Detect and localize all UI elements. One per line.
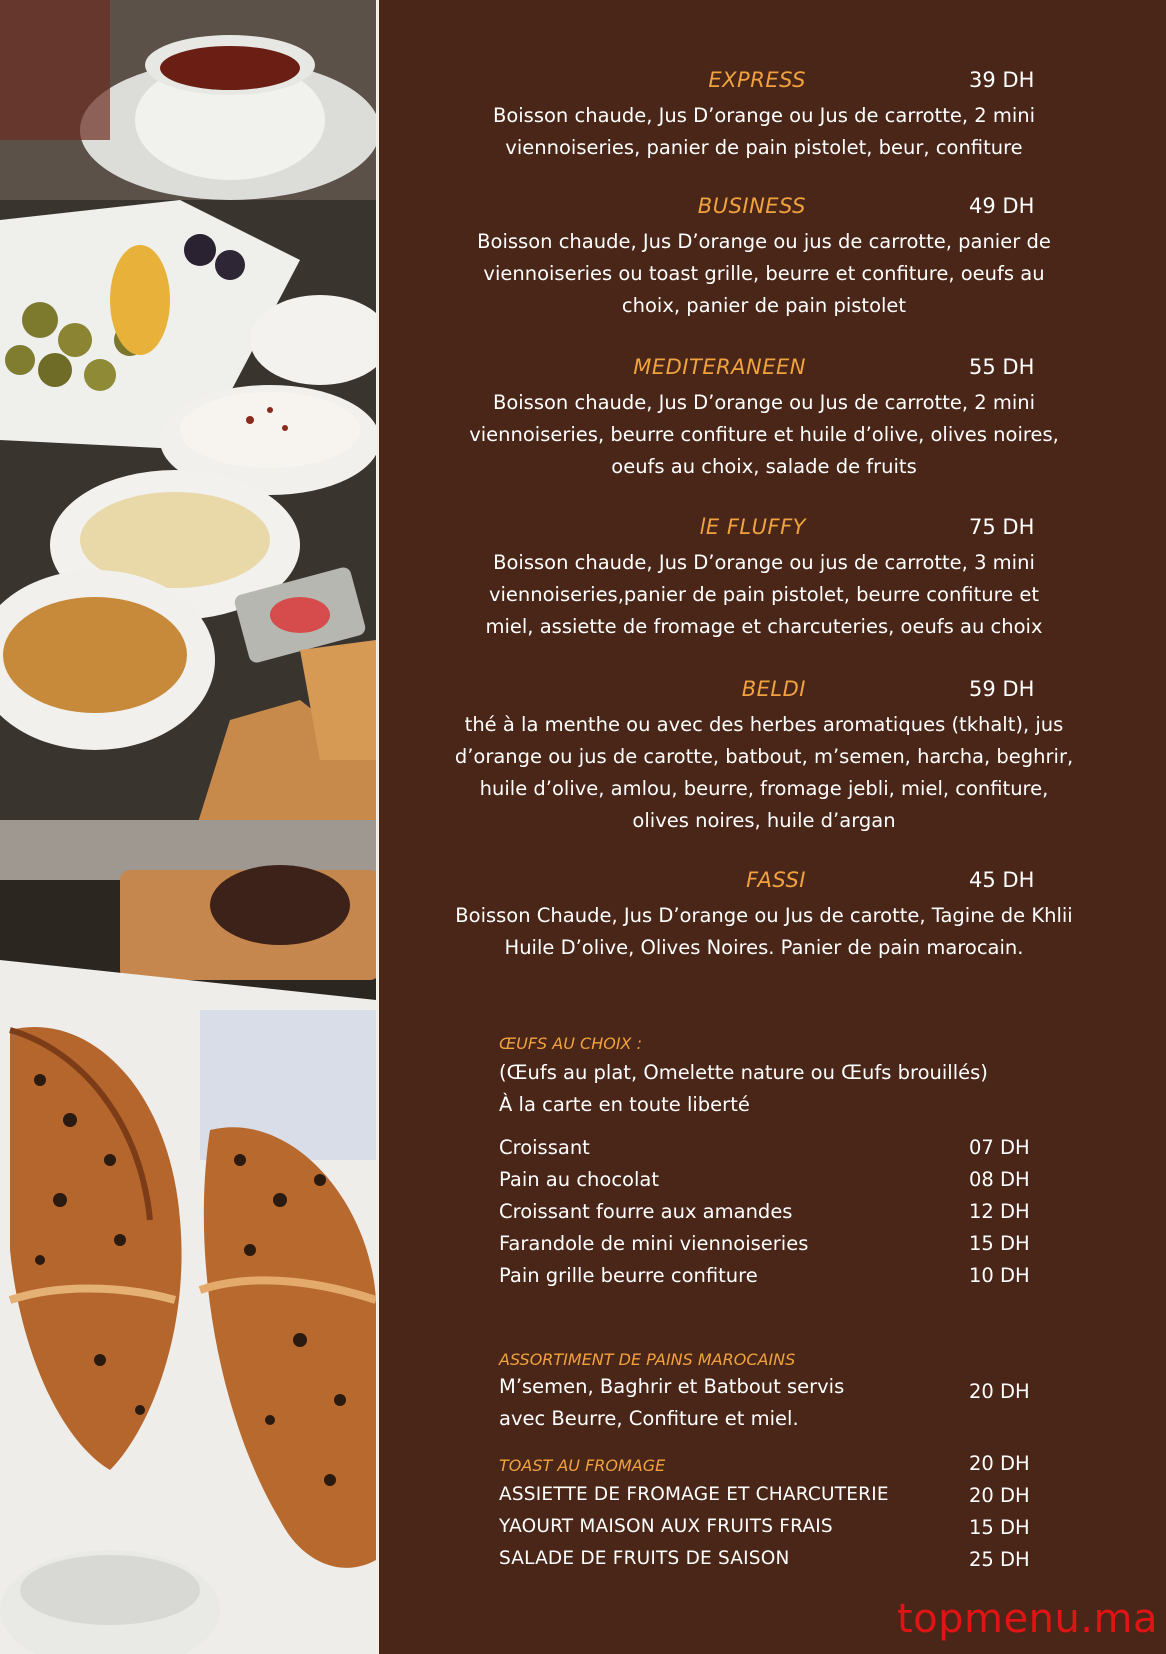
list-item [499, 1200, 1030, 1232]
list-item [499, 1232, 1030, 1264]
formula-description [399, 226, 1129, 322]
description-line: oeufs au choix, salade de fruits [611, 455, 917, 478]
assortiment-price: 20 DH [969, 1380, 1030, 1403]
description-line: Huile D’olive, Olives Noires. Panier de pain marocain. [504, 936, 1024, 959]
description-line: viennoiseries,panier de pain pistolet, beurre confiture et [488, 583, 1040, 606]
description-line: Boisson Chaude, Jus D’orange ou Jus de carotte, Tagine de Khlii [455, 904, 1073, 927]
item-price: 12 DH [969, 1200, 1030, 1223]
assortiment-desc-line: M’semen, Baghrir et Batbout servis [499, 1375, 845, 1398]
description-line: viennoiseries, panier de pain pistolet, beur, confiture [505, 136, 1023, 159]
item-price: 15 DH [969, 1516, 1030, 1539]
item-label: Croissant fourre aux amandes [499, 1200, 793, 1223]
formula-beldi [379, 677, 1166, 832]
item-label: Farandole de mini viennoiseries [499, 1232, 809, 1255]
assortiment-title: ASSORTIMENT DE PAINS MAROCAINS [499, 1350, 796, 1369]
description-line: miel, assiette de fromage et charcuteries, oeufs au choix [485, 615, 1043, 638]
assortiment-desc-line: avec Beurre, Confiture et miel. [499, 1407, 799, 1430]
breakfast-photo [0, 0, 376, 1654]
item-price: 20 DH [969, 1484, 1030, 1507]
item-price: 07 DH [969, 1136, 1030, 1159]
formula-name: lE FLUFFY [699, 515, 806, 539]
formula-price: 59 DH [969, 677, 1035, 701]
oeufs-options: (Œufs au plat, Omelette nature ou Œufs brouillés) [499, 1061, 988, 1084]
list-item [499, 1516, 1030, 1548]
menu-panel [379, 0, 1166, 1654]
list-item [499, 1484, 1030, 1516]
formula-le-fluffy [379, 515, 1166, 638]
formula-name: EXPRESS [708, 68, 806, 92]
description-line: viennoiseries, beurre confiture et huile d’olive, olives noires, [469, 423, 1059, 446]
item-label: Croissant [499, 1136, 590, 1159]
item-label: YAOURT MAISON AUX FRUITS FRAIS [499, 1516, 833, 1537]
description-line: huile d’olive, amlou, beurre, fromage jebli, miel, confiture, [479, 777, 1049, 800]
formula-price: 49 DH [969, 194, 1035, 218]
list-item [499, 1548, 1030, 1580]
description-line: viennoiseries ou toast grille, beurre et confiture, oeufs au [483, 262, 1045, 285]
list-item [499, 1452, 1030, 1484]
item-price: 20 DH [969, 1452, 1030, 1475]
item-label: Pain grille beurre confiture [499, 1264, 758, 1287]
formula-description [399, 900, 1129, 964]
description-line: d’orange ou jus de carotte, batbout, m’semen, harcha, beghrir, [454, 745, 1074, 768]
description-line: Boisson chaude, Jus D’orange ou Jus de carrotte, 2 mini [492, 391, 1036, 414]
item-price: 08 DH [969, 1168, 1030, 1191]
formula-express [379, 68, 1166, 159]
a-la-carte-heading: À la carte en toute liberté [499, 1093, 750, 1116]
description-line: Boisson chaude, Jus D’orange ou jus de carrotte, panier de [477, 230, 1051, 253]
formula-fassi [379, 868, 1166, 959]
assortiment-price-row [499, 1380, 1030, 1412]
list-item [499, 1136, 1030, 1168]
formula-mediteraneen [379, 355, 1166, 478]
description-line: thé à la menthe ou avec des herbes aromatiques (tkhalt), jus [464, 713, 1064, 736]
item-label: Pain au chocolat [499, 1168, 659, 1191]
formula-description [399, 387, 1129, 483]
item-price: 15 DH [969, 1232, 1030, 1255]
oeufs-title: ŒUFS AU CHOIX : [499, 1034, 642, 1053]
formula-price: 55 DH [969, 355, 1035, 379]
description-line: choix, panier de pain pistolet [621, 294, 907, 317]
formula-description [399, 100, 1129, 164]
item-price: 25 DH [969, 1548, 1030, 1571]
item-label: ASSIETTE DE FROMAGE ET CHARCUTERIE [499, 1484, 889, 1505]
topmenu-watermark: topmenu.ma [896, 1596, 1158, 1642]
list-item [499, 1264, 1030, 1296]
description-line: Boisson chaude, Jus D’orange ou jus de carrotte, 3 mini [493, 551, 1035, 574]
formula-price: 45 DH [969, 868, 1035, 892]
formula-name: FASSI [746, 868, 806, 892]
item-label: TOAST AU FROMAGE [499, 1456, 666, 1475]
formula-name: MEDITERANEEN [633, 355, 806, 379]
description-line: Boisson chaude, Jus D’orange ou Jus de carrotte, 2 mini [492, 104, 1036, 127]
formula-price: 39 DH [969, 68, 1035, 92]
breakfast-photo-illustration [0, 0, 376, 1654]
description-line: olives noires, huile d’argan [632, 809, 896, 832]
item-label: SALADE DE FRUITS DE SAISON [499, 1548, 790, 1569]
formula-price: 75 DH [969, 515, 1035, 539]
formula-name: BUSINESS [697, 194, 806, 218]
formula-name: BELDI [741, 677, 806, 701]
item-price: 10 DH [969, 1264, 1030, 1287]
formula-business [379, 194, 1166, 317]
formula-description [399, 547, 1129, 643]
list-item [499, 1168, 1030, 1200]
formula-description [399, 709, 1129, 837]
